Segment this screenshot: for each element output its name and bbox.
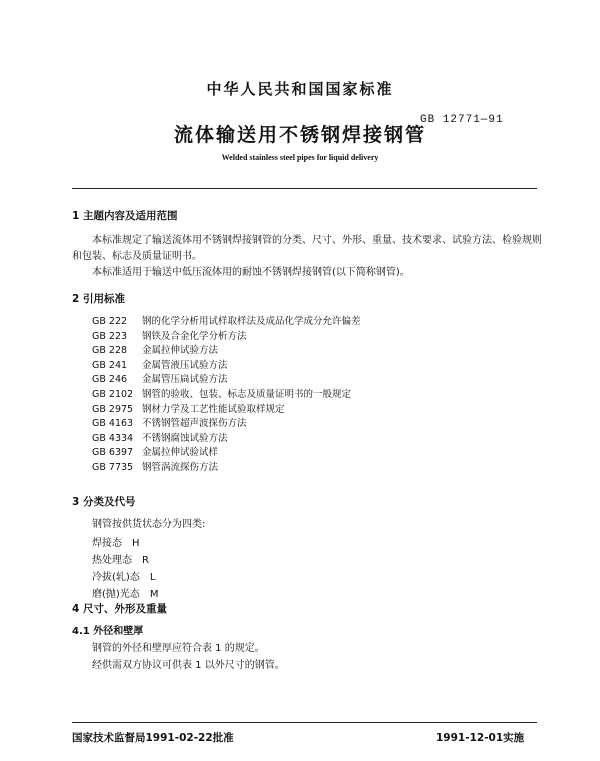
document-title-cn: 流体输送用不锈钢焊接钢管 — [173, 124, 426, 146]
reference-title: 金属管液压试验方法 — [142, 359, 228, 371]
header-rule — [72, 188, 537, 189]
reference-item — [92, 386, 351, 400]
classification-name: 热处理态 — [92, 555, 132, 566]
section-1-heading: 1 主题内容及适用范围 — [72, 210, 178, 222]
reference-title: 金属拉伸试验试样 — [142, 447, 219, 459]
reference-item — [92, 328, 247, 342]
standard-code: GB 12771—91 — [420, 114, 504, 126]
classification-item — [92, 551, 149, 566]
reference-title: 不锈钢管超声波探伤方法 — [142, 418, 247, 430]
reference-item — [92, 357, 228, 371]
reference-title: 金属拉伸试验方法 — [142, 345, 219, 357]
document-title-en: Welded stainless steel pipes for liquid delivery — [221, 153, 379, 162]
reference-title: 钢管的验收、包装、标志及质量证明书的一般规定 — [142, 389, 352, 400]
reference-code: GB 6397 — [92, 447, 134, 459]
reference-code: GB 241 — [92, 359, 128, 371]
classification-code: L — [149, 572, 156, 583]
section-4-1-line-1: 钢管的外径和壁厚应符合表 1 的规定。 — [92, 643, 265, 654]
reference-code: GB 4163 — [92, 418, 134, 430]
reference-item — [92, 444, 218, 458]
reference-title: 钢铁及合金化学分析方法 — [142, 330, 247, 342]
classification-name: 磨(抛)光态 — [92, 589, 140, 600]
reference-code: GB 222 — [92, 316, 128, 327]
reference-title: 钢材力学及工艺性能试验取样规定 — [142, 403, 285, 415]
classification-code: H — [132, 538, 140, 549]
classification-code: R — [142, 555, 149, 566]
section-4-1-heading: 4.1 外径和壁厚 — [72, 626, 144, 637]
classification-item — [92, 585, 158, 600]
section-4-1-line-2: 经供需双方协议可供表 1 以外尺寸的钢管。 — [92, 660, 285, 671]
section-1-paragraph-1: 本标准规定了输送流体用不锈钢焊接钢管的分类、尺寸、外形、重量、技术要求、试验方法、检验规则和包装、标志及质量证明书。 — [72, 235, 542, 262]
reference-title: 钢的化学分析用试样取样法及成品化学成分允许偏差 — [142, 316, 361, 327]
classification-name: 焊接态 — [92, 538, 122, 549]
effective-date: 1991-12-01实施 — [436, 732, 525, 744]
approval-date: 国家技术监督局1991-02-22批准 — [72, 732, 234, 744]
section-3-heading: 3 分类及代号 — [72, 496, 136, 508]
reference-item — [92, 313, 361, 327]
footer-rule — [72, 722, 537, 723]
reference-title: 金属管压扁试验方法 — [142, 374, 228, 386]
reference-title: 不锈钢腐蚀试验方法 — [142, 432, 228, 444]
reference-code: GB 4334 — [92, 432, 134, 444]
reference-code: GB 228 — [92, 345, 128, 357]
reference-code: GB 2975 — [92, 403, 134, 415]
reference-code: GB 223 — [92, 330, 128, 342]
section-4-heading: 4 尺寸、外形及重量 — [72, 603, 167, 615]
reference-item — [92, 401, 285, 415]
reference-item — [92, 430, 228, 444]
reference-item — [92, 371, 228, 385]
reference-title: 钢管涡流探伤方法 — [142, 462, 219, 473]
reference-item — [92, 342, 218, 356]
classification-code: M — [149, 589, 159, 600]
classification-name: 冷拔(轧)态 — [92, 572, 140, 583]
reference-code: GB 246 — [92, 374, 128, 386]
section-1-paragraph-2: 本标准适用于输送中低压流体用的耐蚀不锈钢焊接钢管(以下简称钢管)。 — [92, 267, 410, 278]
section-2-heading: 2 引用标准 — [72, 293, 125, 305]
reference-code: GB 2102 — [92, 389, 134, 400]
classification-item — [92, 568, 155, 583]
classification-intro: 钢管按供货状态分为四类: — [92, 519, 206, 530]
reference-item — [92, 459, 218, 473]
reference-code: GB 7735 — [92, 462, 134, 473]
reference-item — [92, 415, 247, 429]
classification-item — [92, 534, 140, 549]
national-standard-heading: 中华人民共和国国家标准 — [206, 80, 394, 98]
